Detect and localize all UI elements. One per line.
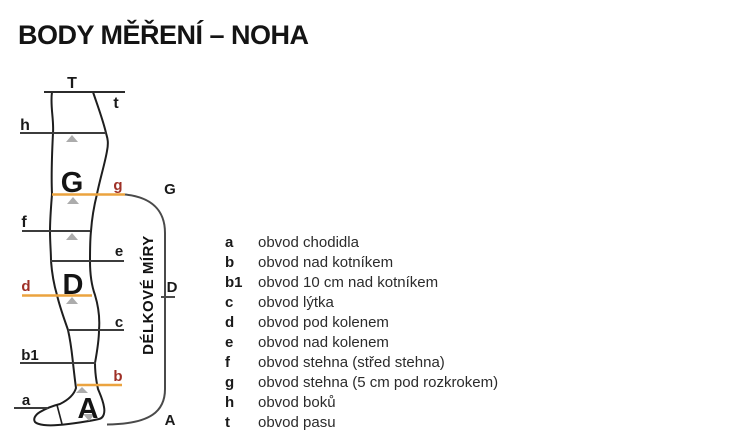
legend-text: obvod stehna (5 cm pod rozkrokem) — [258, 373, 499, 391]
legend-row-a — [225, 232, 498, 252]
legend-row-d — [225, 312, 498, 332]
label-b: b — [113, 368, 123, 385]
label-A-big: A — [77, 393, 99, 425]
leg-diagram — [0, 0, 220, 441]
triangle-marker-h — [66, 135, 78, 142]
triangle-marker-f — [66, 233, 78, 240]
legend-row-b1 — [225, 272, 498, 292]
legend-text: obvod nad kotníkem — [258, 253, 394, 271]
legend-text: obvod stehna (střed stehna) — [258, 353, 445, 371]
legend-letter: e — [225, 333, 234, 351]
legend-letter: b1 — [225, 273, 243, 291]
label-G-big: G — [60, 167, 84, 199]
label-h: h — [20, 117, 30, 134]
legend-row-t — [225, 412, 498, 432]
bracket-label-D: D — [166, 279, 178, 296]
label-f: f — [21, 214, 27, 231]
legend-letter: h — [225, 393, 235, 411]
label-b1: b1 — [21, 347, 39, 364]
label-e: e — [114, 243, 124, 260]
legend-row-e — [225, 332, 498, 352]
legend-text: obvod nad kolenem — [258, 333, 389, 351]
label-c: c — [114, 314, 124, 331]
legend-letter: c — [225, 293, 234, 311]
label-T: T — [67, 75, 77, 92]
page-title: BODY MĚŘENÍ – NOHA — [18, 20, 309, 50]
legend-letter: t — [225, 413, 230, 431]
legend-row-g — [225, 372, 498, 392]
toe-seam-line — [57, 405, 62, 424]
legend-text: obvod 10 cm nad kotníkem — [258, 273, 439, 291]
label-g: g — [113, 177, 123, 194]
legend-letter: b — [225, 253, 235, 271]
length-measures-vertical-label: DÉLKOVÉ MÍRY — [140, 235, 157, 355]
legend-text: obvod pasu — [258, 413, 336, 431]
legend-letter: d — [225, 313, 235, 331]
legend-text: obvod pod kolenem — [258, 313, 389, 331]
legend-letter: g — [225, 373, 235, 391]
legend-text: obvod chodidla — [258, 233, 359, 251]
legend — [225, 232, 498, 432]
bracket-label-A: A — [164, 412, 176, 429]
legend-text: obvod lýtka — [258, 293, 334, 311]
label-d: d — [21, 278, 31, 295]
legend-row-c — [225, 292, 498, 312]
legend-row-b — [225, 252, 498, 272]
bracket-label-G: G — [164, 181, 176, 198]
label-t: t — [113, 95, 119, 112]
legend-row-h — [225, 392, 498, 412]
legend-letter: f — [225, 353, 230, 371]
label-D-big: D — [62, 269, 84, 301]
legend-row-f — [225, 352, 498, 372]
label-a: a — [21, 392, 31, 409]
legend-letter: a — [225, 233, 234, 251]
leg-outline — [34, 92, 108, 425]
legend-text: obvod boků — [258, 393, 336, 411]
